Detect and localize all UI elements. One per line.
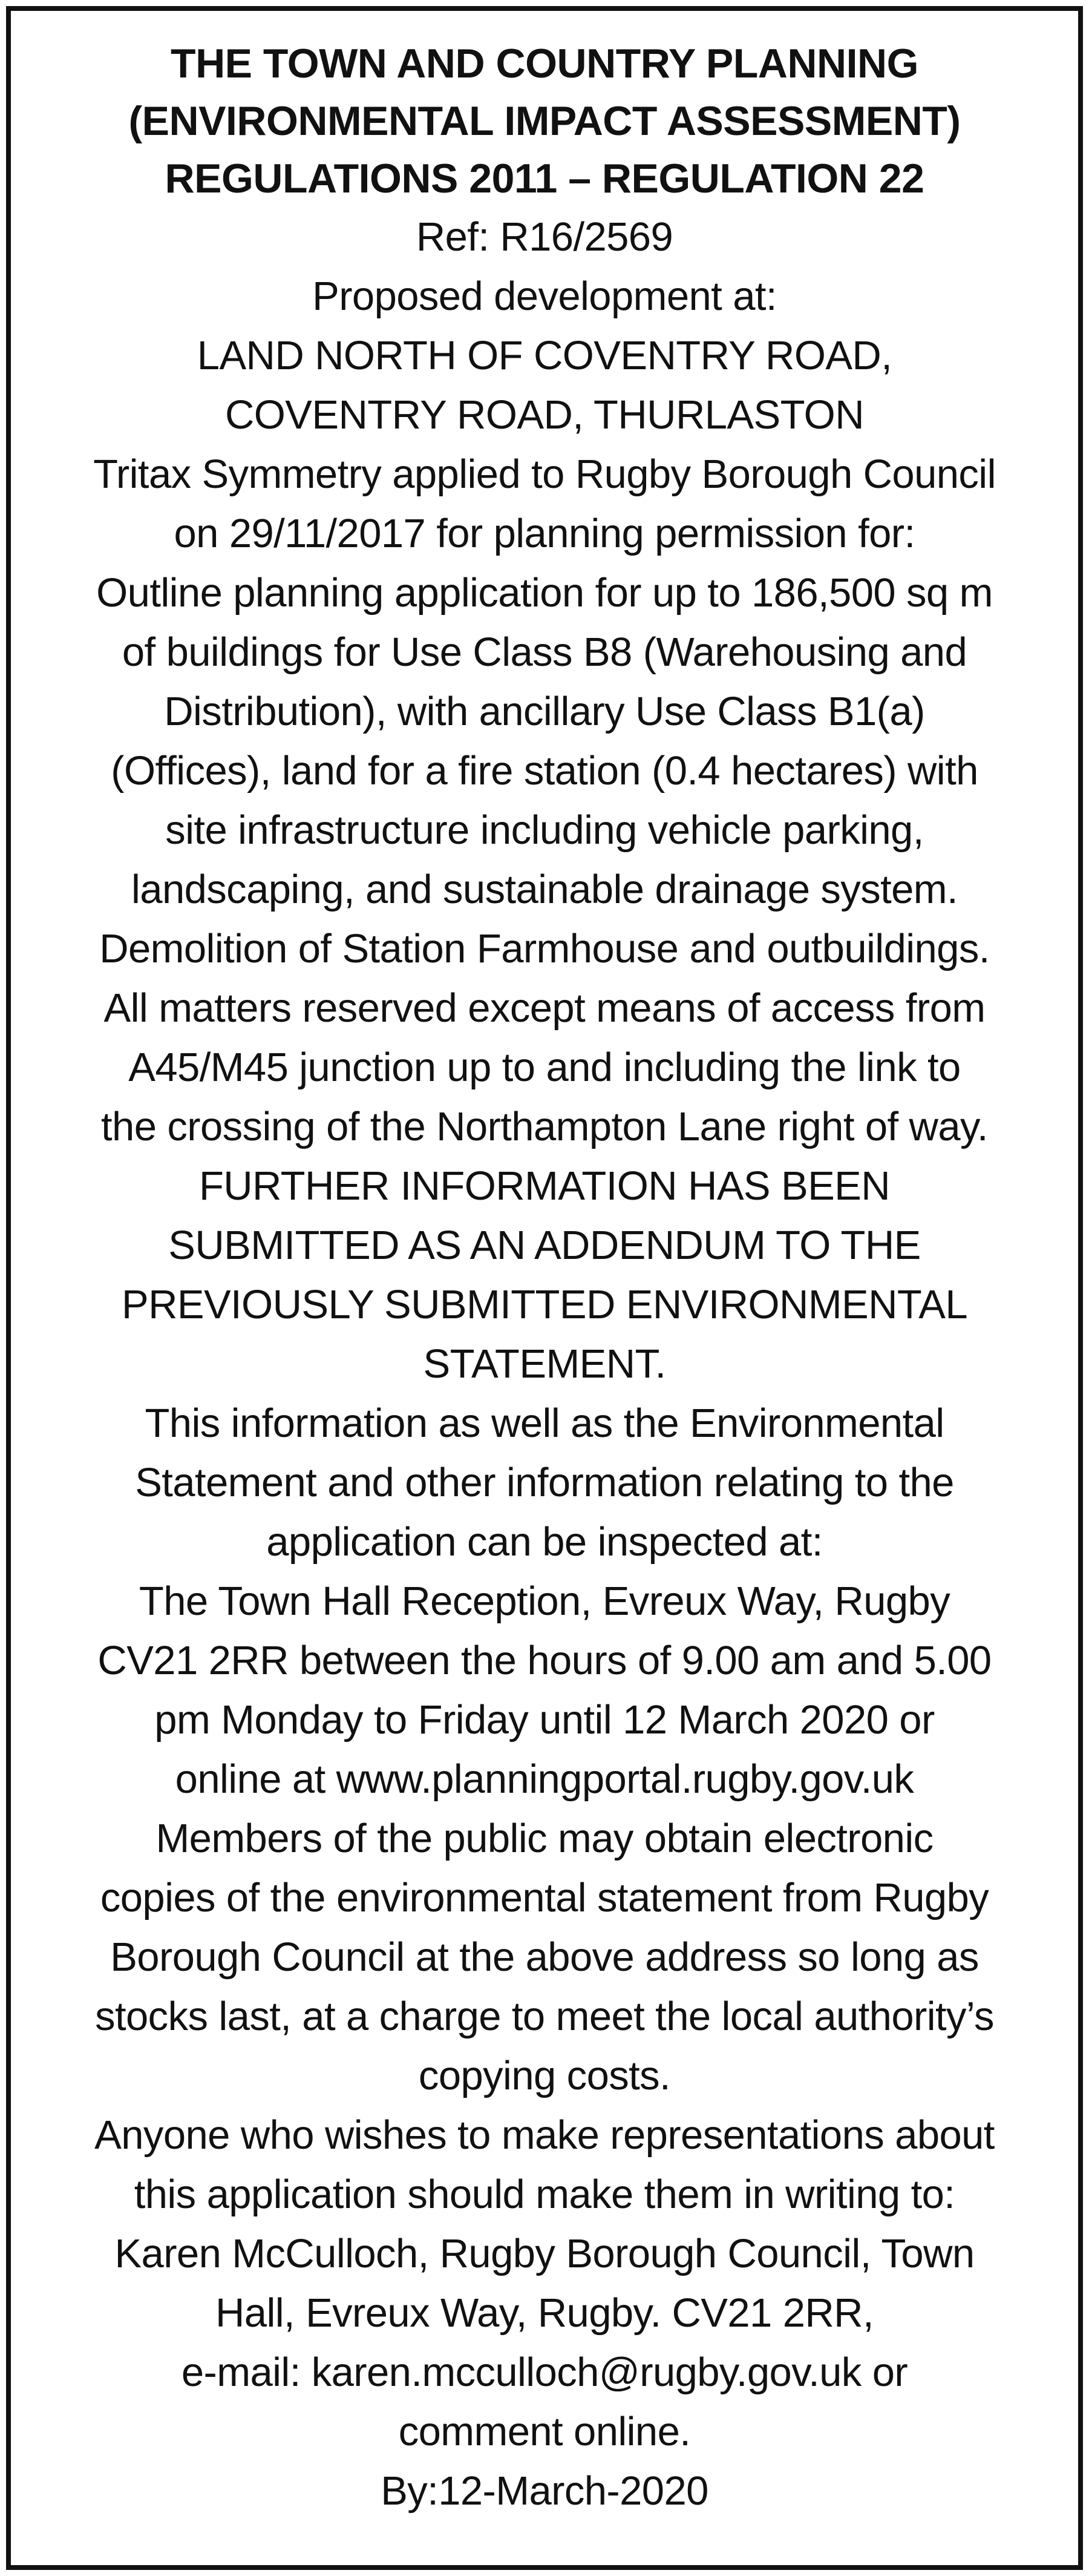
- heading-line: (ENVIRONMENTAL IMPACT ASSESSMENT): [128, 98, 961, 144]
- heading-line: REGULATIONS 2011 – REGULATION 22: [165, 156, 924, 202]
- proposal-description: A45/M45 junction up to and including the link to: [128, 1045, 961, 1090]
- inspection-text: pm Monday to Friday until 12 March 2020 or: [154, 1697, 935, 1743]
- deadline-date: By:12-March-2020: [381, 2468, 708, 2514]
- inspection-text: online at www.planningportal.rugby.gov.uk: [175, 1756, 914, 1802]
- planning-notice: [6, 6, 1083, 2570]
- site-address: LAND NORTH OF COVENTRY ROAD,: [197, 333, 892, 378]
- contact-details: comment online.: [398, 2409, 691, 2454]
- copies-text: copying costs.: [418, 2053, 671, 2098]
- proposal-description: Distribution), with ancillary Use Class B1(a): [164, 689, 925, 734]
- site-address: COVENTRY ROAD, THURLASTON: [225, 392, 864, 438]
- further-information-statement: FURTHER INFORMATION HAS BEEN: [198, 1163, 891, 1209]
- copies-text: Members of the public may obtain electronic: [155, 1816, 934, 1861]
- proposal-description: of buildings for Use Class B8 (Warehousing and: [122, 629, 967, 675]
- representations-text: Anyone who wishes to make representations about: [94, 2112, 995, 2158]
- reference-number: Ref: R16/2569: [416, 214, 673, 260]
- contact-details: Karen McCulloch, Rugby Borough Council, Town: [114, 2231, 975, 2276]
- applicant-text: on 29/11/2017 for planning permission for:: [174, 511, 915, 556]
- representations-text: this application should make them in writing to:: [134, 2172, 955, 2217]
- copies-text: stocks last, at a charge to meet the local authority’s: [95, 1994, 994, 2039]
- contact-details: Hall, Evreux Way, Rugby. CV21 2RR,: [215, 2290, 874, 2336]
- notice-body: [22, 208, 1067, 2521]
- further-information-statement: STATEMENT.: [423, 1341, 666, 1387]
- heading-line: THE TOWN AND COUNTRY PLANNING: [171, 41, 918, 87]
- inspection-text: Statement and other information relating to the: [135, 1460, 954, 1505]
- inspection-text: This information as well as the Environmental: [145, 1401, 944, 1446]
- copies-text: Borough Council at the above address so long as: [110, 1934, 979, 1980]
- notice-heading: [22, 35, 1067, 208]
- site-label: Proposed development at:: [312, 274, 777, 319]
- copies-text: copies of the environmental statement from Rugby: [100, 1875, 989, 1920]
- proposal-description: Outline planning application for up to 186,500 sq m: [96, 570, 993, 616]
- applicant-text: Tritax Symmetry applied to Rugby Borough Council: [93, 452, 996, 497]
- further-information-statement: SUBMITTED AS AN ADDENDUM TO THE: [168, 1223, 921, 1268]
- inspection-text: application can be inspected at:: [266, 1519, 823, 1565]
- proposal-description: site infrastructure including vehicle parking,: [165, 807, 924, 853]
- inspection-text: The Town Hall Reception, Evreux Way, Rugby: [139, 1579, 950, 1624]
- contact-email: e-mail: karen.mcculloch@rugby.gov.uk or: [181, 2350, 908, 2395]
- inspection-text: CV21 2RR between the hours of 9.00 am and 5.00: [97, 1638, 992, 1683]
- proposal-description: (Offices), land for a fire station (0.4 hectares) with: [111, 748, 978, 794]
- proposal-description: landscaping, and sustainable drainage system.: [131, 867, 958, 912]
- further-information-statement: PREVIOUSLY SUBMITTED ENVIRONMENTAL: [121, 1282, 968, 1327]
- proposal-description: All matters reserved except means of access from: [103, 985, 986, 1031]
- proposal-description: the crossing of the Northampton Lane right of way.: [101, 1104, 988, 1149]
- proposal-description: Demolition of Station Farmhouse and outbuildings.: [99, 926, 990, 971]
